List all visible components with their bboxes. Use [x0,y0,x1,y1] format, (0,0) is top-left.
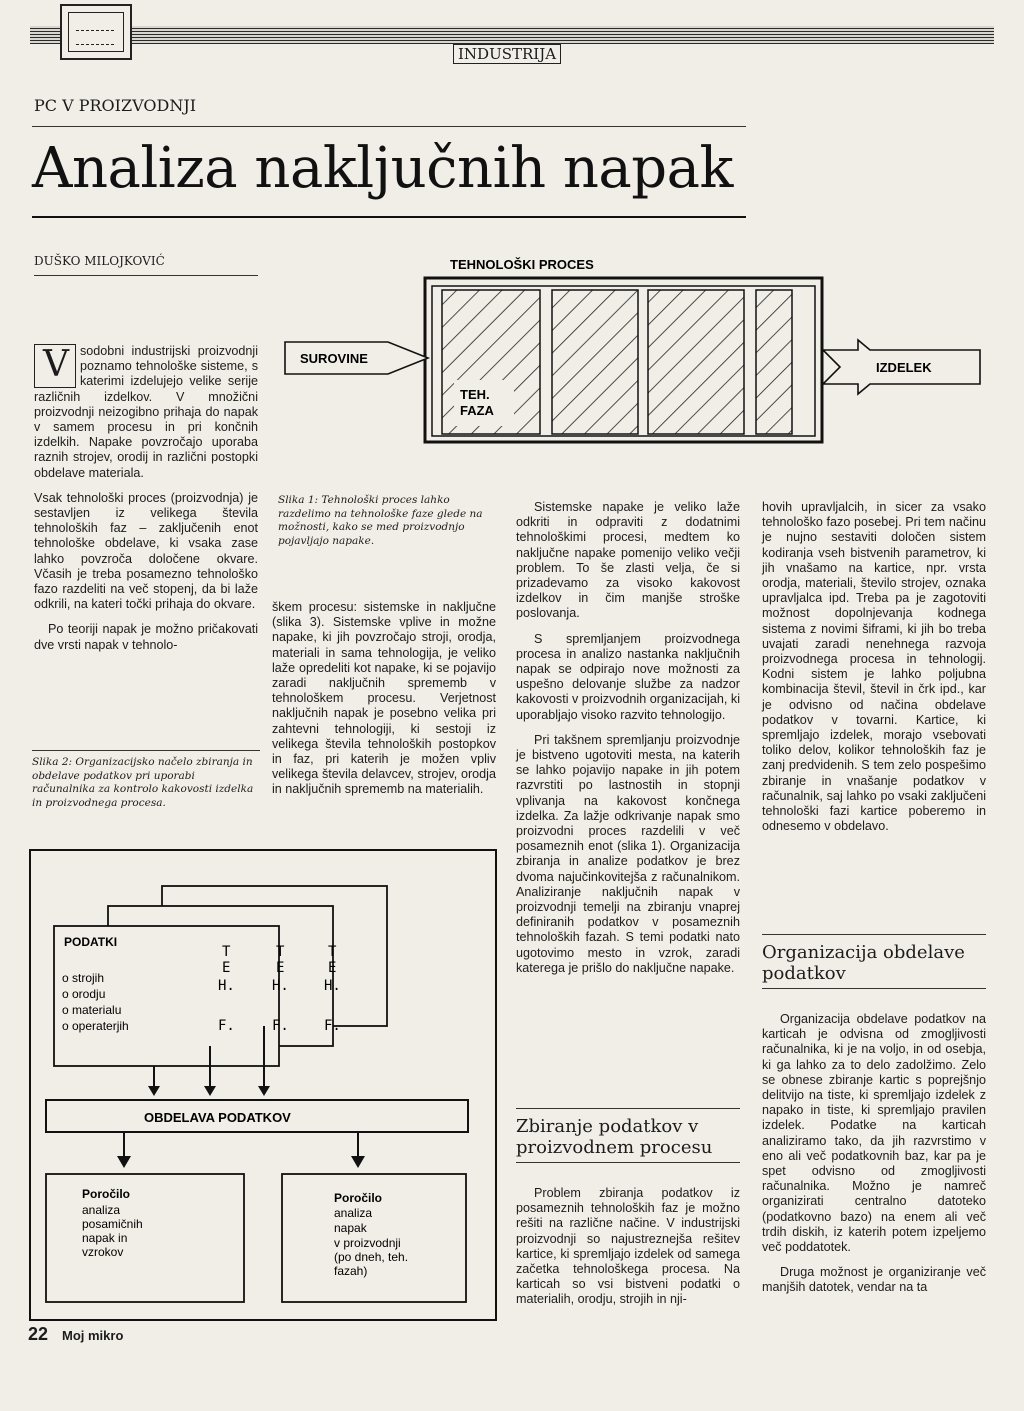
column-4b [762,1012,986,1306]
phase-block-4 [756,290,792,434]
title-rule [32,216,746,218]
magazine-name: Moj mikro [62,1328,124,1343]
heading-rule-organizacija-bottom [762,988,986,989]
column-1 [34,344,258,663]
output-label: IZDELEK [876,360,932,375]
col1-paragraph-3: Po teoriji napak je možno pričakovati dve vrsti napak v tehnolo- [34,622,258,652]
card2-code-f: F. [272,1018,289,1034]
report-1-line-2: posamičnih [82,1217,143,1231]
dropcap: V [43,344,69,385]
col4-paragraph-2: Organizacija obdelave podatkov na karticah je odvisna od zmogljivosti računalnika, ki je na voljo, in od osebja, ki ga lahko za to delo zadolžimo. Zelo se obnese zbiranje kartic s poprejšnjo delitvijo na tiste, ki spremljajo izdelek z napako in tiste, ki spremljajo pravilen izdelek. Podatke na karticah analiziramo tako, da jih razvrstimo v eno ali več podatkovnih baz, kar pa je spet odvisno od zmogljivosti računalnika. Možno je namreč organizirati centralno datoteko (podatkovno bazo) na enem ali več trdih diskih, iz katerih potem izpeljemo več poddatotek. [762,1012,986,1255]
figure1-caption: Slika 1: Tehnološki proces lahko razdelimo na tehnološke faze glede na možnosti, kako se med proizvodnjo pojavljajo napake. [278,494,483,547]
col3-paragraph-2: S spremljanjem proizvodnega procesa in analizo nastanka naključnih napak se odpirajo nove možnosti za uspešno delovanje službe za nadzor kakovosti v proizvodnih organizacijah, ki uporabljajo visoko razvito tehnologijo. [516,631,741,722]
phase-label-2: FAZA [460,403,494,418]
phase-block-2 [552,290,638,434]
card3-code-h: H. [324,978,341,994]
heading-rule-zbiranje [516,1108,740,1109]
down-arrows-bottom [124,1132,358,1162]
report-1-line-1: analiza [82,1203,121,1217]
card-code-h: H. [218,978,235,994]
arrow-head-5 [351,1156,365,1168]
card3-code-t: T [328,944,337,960]
card2-code-e: E [276,960,285,976]
report-2-line-2: napak [334,1221,367,1235]
report-1-line-4: vzrokov [82,1245,124,1259]
author-rule [34,275,258,276]
card-code-t: T [222,944,231,960]
heading-zbiranje: Zbiranje podatkov v proizvodnem procesu [516,1116,713,1158]
column-3 [516,500,740,986]
header-band [30,26,994,44]
card2-code-h: H. [272,978,289,994]
magazine-logo-icon [60,4,132,60]
report-2-line-3: v proizvodnji [334,1236,401,1250]
arrow-head-3 [258,1086,270,1096]
kicker-rule [32,126,746,127]
card3-code-f: F. [324,1018,341,1034]
figure2-caption: Slika 2: Organizacijsko načelo zbiranja in obdelave podatkov pri uporabi računalnika za kontrolo kakovosti izdelka in proizvodnega procesa. [32,756,254,809]
card-item-4: o operaterjih [62,1019,129,1033]
phase-block-3 [648,290,744,434]
col4-paragraph-1: hovih upravljalcih, in sicer za vsako tehnološko fazo posebej. Pri tem načinu je nujno sestaviti določen sistem kodiranja vseh bistvenih parametrov, ki jih vnašamo na kartice, npr. vrsta orodja, materiali, število strojev, oznaka upravljalca ipd. Treba pa je zagotoviti možnost dopolnjevanja kodnega sistema z novimi šiframi, ki jih bo treba uvajati zaradi nenehnega razvoja proizvodnega procesa in tehnologij. Kodni sistem je lahko poljubna kombinacija števil, števil in črk ipd., kar je odvisno od načina obdelave podatkov v tovarni. Kartice, ki spremljajo izdelek, morajo vsebovati toliko delov, kolikor tehnoloških faz je zanj predvidenih. S tem zelo pospešimo zbiranje in vnašanje podatkov v računalnik, saj lahko po vsaki zaključeni tehnološki fazi kartice poberemo in odnesemo v obdelavo. [762,500,986,834]
heading-rule-zbiranje-bottom [516,1162,740,1163]
page-number: 22 [28,1324,49,1344]
report-1-line-3: napak in [82,1231,128,1245]
card-title: PODATKI [64,935,118,949]
figure2-diagram [28,848,500,1324]
report-1-box [46,1174,244,1302]
col1-paragraph-2: Vsak tehnološki proces (proizvodnja) je sestavljen iz velikega števila tehnoloških faz – zaključenih enot tehnološke obdelave, ki vsaka zase lahko povzroča določene okvare. Včasih je treba posamezno tehnološko fazo razdeliti na več stopenj, da bi laže odkrili, na kateri točki prihaja do okvare. [34,490,258,612]
column-4 [762,500,986,844]
col3-paragraph-1: Sistemske napake je veliko laže odkriti in odpraviti z dodatnimi tehnološkimi procesi, medtem ko naključne napake pomenijo veliko večji problem. To še zlasti velja, če si prizadevamo za visoko kakovost izdelkov in čim manjše stroške poslovanja. [516,500,740,621]
card-item-1: o strojih [62,971,105,985]
col4-paragraph-3: Druga možnost je organiziranje več manjših datotek, vendar na ta [762,1265,986,1295]
card2-code-t: T [276,944,285,960]
col2-paragraph-1: škem procesu: sistemske in naključne (slika 3). Sistemske vplive in možne napake, ki jih povzročajo stroji, orodja, materiali in sama tehnologija, je veliko laže opredeliti kot napake, ki se pojavijo zaradi naključnih sprememb v tehnološkem procesu. Verjetnost naključnih napak je posebno velika pri zahtevni tehnologiji, ki sestoji iz velikega števila tehnoloških postopkov in faz, pri katerih je možen vpliv velikega števila delavcev, strojev, orodja in naključnih sprememb na materialih. [272,600,496,797]
figure1-diagram [270,250,990,490]
card-code-f: F. [218,1018,235,1034]
card-item-3: o materialu [62,1003,122,1017]
section-tag: INDUSTRIJA [453,44,561,64]
column-2 [272,600,496,808]
col1-paragraph-1: sodobni industrijski proizvodnji poznamo tehnološke sisteme, s katerimi izdelujejo velike serije različnih izdelkov. V množični proizvodnji neizogibno prihaja do napak v samem procesu in pri končnih izdelkih. Napake povzročajo uporaba raznih strojev, orodij in različni postopki obdelave materiala. [34,344,258,480]
column-3b [516,1186,740,1318]
page-title: Analiza naključnih napak [32,136,733,201]
card3-code-e: E [328,960,337,976]
col3-paragraph-4: Problem zbiranja podatkov iz posameznih tehnoloških faz je možno rešiti na različne načine. V industrijski proizvodnji so najustreznejša rešitev kartice, ki spremljajo izdelek od samega začetka tehnološkega procesa. Na karticah so vsi bistveni podatki o materialih, orodju, strojih in nji- [516,1186,740,1307]
report-2-line-4: (po dneh, teh. [334,1250,409,1264]
figure1-title: TEHNOLOŠKI PROCES [450,257,594,272]
arrow-head-1 [148,1086,160,1096]
heading-rule-organizacija [762,934,986,935]
card-item-2: o orodju [62,987,106,1001]
card-code-e: E [222,960,231,976]
report-2-title: Poročilo [334,1191,383,1205]
process-label: OBDELAVA PODATKOV [144,1110,291,1125]
kicker: PC V PROIZVODNJI [34,96,197,115]
figure2-caption-rule [32,750,260,751]
arrow-head-4 [117,1156,131,1168]
author: DUŠKO MILOJKOVIĆ [34,254,165,268]
report-2-line-5: fazah) [334,1264,368,1278]
arrow-head-2 [204,1086,216,1096]
phase-label: TEH. [460,387,490,402]
input-label: SUROVINE [300,351,368,366]
col3-paragraph-3: Pri takšnem spremljanju proizvodnje je bistveno ugotoviti mesta, na katerih se lahko pojavijo napake in jih potem razvrstiti po lastnostih in stopnji vplivanja na kakovost končnega izdelka. Za lažje odkrivanje napak smo proizvodni proces razdelili v več posameznih enot (slika 1). Organizacija zbiranja in analize podatkov je brez dvoma najučinkovitejša z računalnikom. Analiziranje naključnih napak v proizvodnji temelji na zbiranju vnaprej definiranih podatkov v posameznih tehnoloških fazah. S temi podatki nato ugotovimo mesto in vzrok, zaradi katerega je prišlo do naključne napake. [516,732,740,975]
report-2-line-1: analiza [334,1206,373,1220]
report-1-title: Poročilo [82,1187,131,1201]
heading-organizacija: Organizacija obdelave podatkov [762,942,965,984]
